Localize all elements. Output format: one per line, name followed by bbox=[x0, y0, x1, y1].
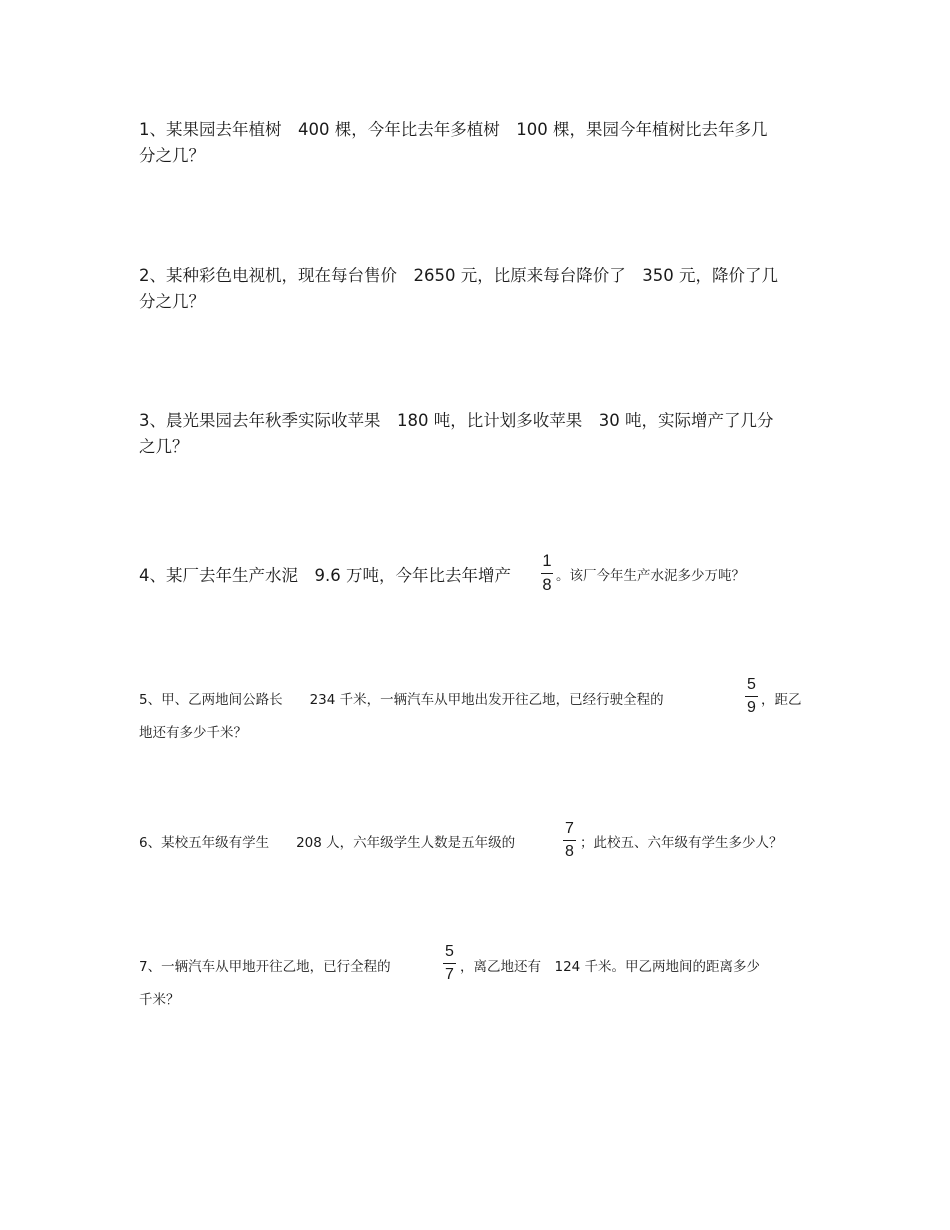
fraction-numerator: 5 bbox=[445, 943, 454, 960]
problem-7-after: ，离乙地还有 124 千米。甲乙两地间的距离多少 bbox=[460, 959, 761, 975]
fraction-denominator: 8 bbox=[565, 843, 574, 860]
problem-1-line-2: 分之几？ bbox=[139, 146, 205, 165]
fraction-numerator: 7 bbox=[565, 820, 574, 837]
problem-2-line-2: 分之几？ bbox=[139, 292, 205, 311]
problem-5-after: ，距乙 bbox=[761, 692, 802, 708]
fraction-bar bbox=[745, 696, 758, 697]
problem-6-question: ；此校五、六年级有学生多少人？ bbox=[580, 835, 783, 851]
problem-3-line-1: 3、晨光果园去年秋季实际收苹果 180 吨，比计划多收苹果 30 吨，实际增产了几分 bbox=[139, 411, 774, 430]
fraction-numerator: 5 bbox=[747, 676, 756, 693]
fraction-denominator: 9 bbox=[747, 699, 756, 716]
fraction-bar bbox=[443, 963, 456, 964]
problem-2-line-1: 2、某种彩色电视机，现在每台售价 2650 元，比原来每台降价了 350 元，降价了几 bbox=[139, 266, 778, 285]
problem-7-fraction bbox=[443, 944, 456, 983]
problem-5-fraction bbox=[745, 677, 758, 716]
problem-5-line-2: 地还有多少千米？ bbox=[139, 725, 247, 741]
fraction-denominator: 7 bbox=[445, 966, 454, 983]
fraction-bar bbox=[563, 840, 576, 841]
problem-3-line-2: 之几？ bbox=[139, 437, 189, 456]
fraction-bar bbox=[541, 573, 553, 574]
problem-7-text: 7、一辆汽车从甲地开往乙地，已行全程的 bbox=[139, 959, 391, 975]
problem-4-question: 。该厂今年生产水泥多少万吨？ bbox=[556, 568, 745, 584]
problem-7-line-2: 千米？ bbox=[139, 992, 180, 1008]
fraction-numerator: 1 bbox=[542, 552, 552, 570]
problem-4-fraction bbox=[541, 553, 553, 593]
problem-6-text: 6、某校五年级有学生 208 人，六年级学生人数是五年级的 bbox=[139, 835, 516, 851]
problem-5-text: 5、甲、乙两地间公路长 234 千米，一辆汽车从甲地出发开往乙地，已经行驶全程的 bbox=[139, 692, 664, 708]
problem-6-fraction bbox=[563, 821, 576, 860]
problem-4-text: 4、某厂去年生产水泥 9.6 万吨，今年比去年增产 bbox=[139, 566, 511, 585]
fraction-denominator: 8 bbox=[542, 575, 552, 594]
problem-1-line-1: 1、某果园去年植树 400 棵，今年比去年多植树 100 棵，果园今年植树比去年多几 bbox=[139, 120, 768, 139]
